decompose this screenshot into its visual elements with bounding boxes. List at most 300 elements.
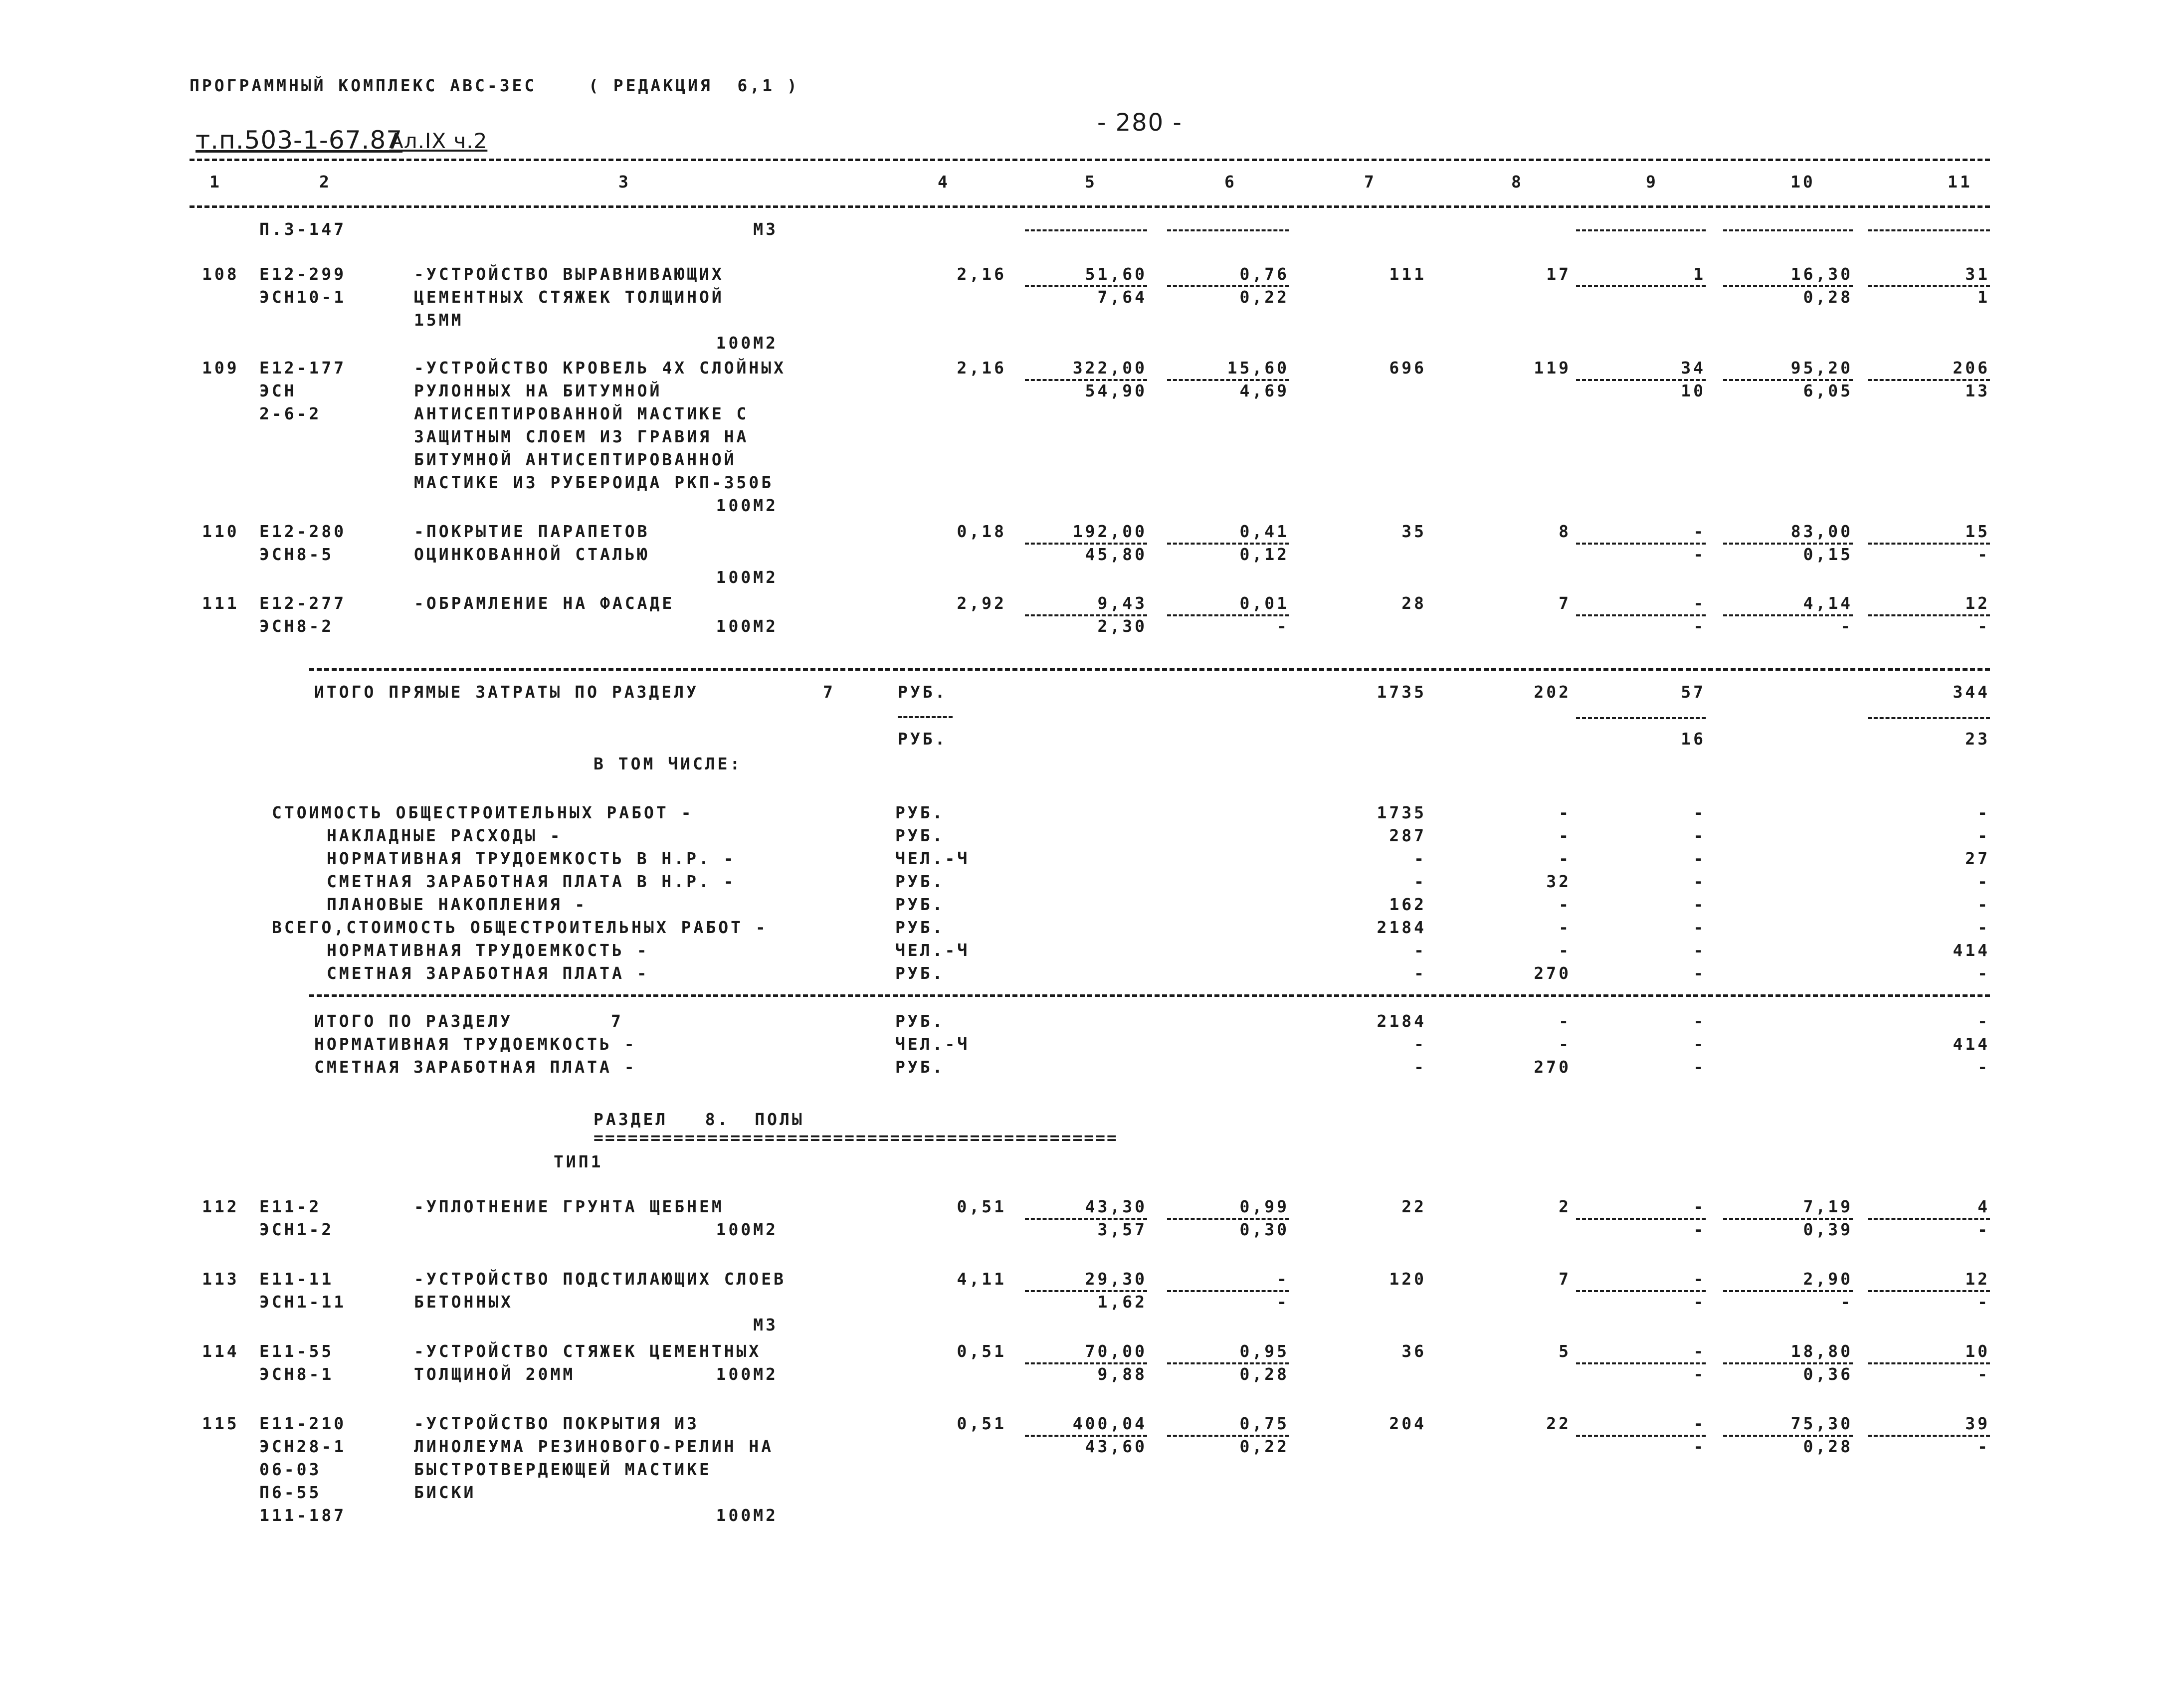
cell-c10b: 0,28 (1803, 287, 1853, 307)
cell-c4: 2,16 (957, 264, 1006, 284)
summary-label: ПЛАНОВЫЕ НАКОПЛЕНИЯ - (327, 895, 588, 914)
cell-c8: - (1559, 803, 1571, 822)
cell-c11: - (1978, 1011, 1990, 1031)
cell-divider (1025, 285, 1147, 287)
norm-code: Е12-280 (259, 522, 347, 541)
cell-c9: 34 (1681, 358, 1706, 378)
item-number: 110 (202, 522, 239, 541)
cell-c5b: 2,30 (1097, 616, 1147, 636)
cell-c11: 414 (1953, 941, 1990, 960)
cell-c4: 2,92 (957, 593, 1006, 613)
unit-of-measure: ЧЕЛ.-Ч (895, 941, 970, 960)
cell-c11b: 13 (1965, 381, 1990, 400)
work-description: БЕТОННЫХ (414, 1292, 513, 1312)
cell-c11: - (1978, 963, 1990, 983)
cell-divider (1576, 717, 1706, 719)
cell-c5b: 43,60 (1085, 1437, 1147, 1456)
work-description: -УСТРОЙСТВО КРОВЕЛЬ 4Х СЛОЙНЫХ (414, 358, 787, 378)
cell-c6: - (1277, 1269, 1289, 1289)
cell-c9: - (1693, 1341, 1706, 1361)
summary-label: ИТОГО ПО РАЗДЕЛУ (314, 1011, 513, 1031)
total-label: ИТОГО ПРЯМЫЕ ЗАТРАТЫ ПО РАЗДЕЛУ (314, 682, 699, 702)
column-number: 10 (1790, 172, 1815, 191)
summary-label: СМЕТНАЯ ЗАРАБОТНАЯ ПЛАТА В Н.Р. - (327, 872, 736, 891)
column-number: 1 (209, 172, 222, 191)
cell-c9: - (1693, 918, 1706, 937)
cell-c9b: - (1693, 1220, 1706, 1239)
unit-of-measure: М3 (753, 219, 778, 239)
cell-divider (1868, 1435, 1990, 1437)
cell-c11b: - (1978, 616, 1990, 636)
cell-c4: 0,51 (957, 1197, 1006, 1216)
cell-c11: 31 (1965, 264, 1990, 284)
unit-of-measure: ЧЕЛ.-Ч (895, 1034, 970, 1054)
norm-code: Е12-177 (259, 358, 347, 378)
cell-c9: 1 (1693, 264, 1706, 284)
cell-c11: - (1978, 872, 1990, 891)
cell-c7: 1735 (1377, 803, 1426, 822)
cell-divider (1576, 543, 1706, 545)
cell-c10: 4,14 (1803, 593, 1853, 613)
cell-divider (1025, 1290, 1147, 1292)
cell-c4: 0,51 (957, 1341, 1006, 1361)
norm-code: ЭСН8-5 (259, 545, 334, 564)
summary-label: СТОИМОСТЬ ОБЩЕСТРОИТЕЛЬНЫХ РАБОТ - (272, 803, 694, 822)
item-number: 111 (202, 593, 239, 613)
cell-c7: 287 (1389, 826, 1426, 845)
cell-divider (1723, 1362, 1853, 1364)
unit-of-measure: 100М2 (716, 496, 778, 515)
cell-c4: 2,16 (957, 358, 1006, 378)
unit-of-measure: РУБ. (898, 682, 948, 702)
norm-code: Е11-55 (259, 1341, 334, 1361)
cell-c10b: 0,28 (1803, 1437, 1853, 1456)
norm-code: ЭСН8-1 (259, 1364, 334, 1384)
work-description: -УСТРОЙСТВО ВЫРАВНИВАЮЩИХ (414, 264, 724, 284)
summary-label: НАКЛАДНЫЕ РАСХОДЫ - (327, 826, 563, 845)
cell-divider (1723, 543, 1853, 545)
cell-c9: - (1693, 1011, 1706, 1031)
cell-c10b: 0,15 (1803, 545, 1853, 564)
cell-c9: - (1693, 1197, 1706, 1216)
cell-c5: 192,00 (1072, 522, 1147, 541)
cell-c7: - (1414, 1057, 1426, 1077)
summary-label: НОРМАТИВНАЯ ТРУДОЕМКОСТЬ В Н.Р. - (327, 849, 736, 868)
work-description: МАСТИКЕ ИЗ РУБЕРОИДА РКП-350Б (414, 473, 774, 492)
header-bottom-rule (190, 205, 1990, 208)
work-description: ТОЛЩИНОЙ 20ММ (414, 1364, 576, 1384)
cell-c10b: 6,05 (1803, 381, 1853, 400)
work-description: БИТУМНОЙ АНТИСЕПТИРОВАННОЙ (414, 450, 737, 469)
cell-c7: 204 (1389, 1414, 1426, 1433)
cell-c6: 0,75 (1239, 1414, 1289, 1433)
cell-c9b: - (1693, 545, 1706, 564)
item-number: 115 (202, 1414, 239, 1433)
unit-of-measure: РУБ. (895, 803, 945, 822)
work-description: 15ММ (414, 310, 464, 330)
cell-c11: - (1978, 918, 1990, 937)
cell-c11b: - (1978, 1364, 1990, 1384)
column-number: 2 (319, 172, 332, 191)
cell-c7: 2184 (1377, 918, 1426, 937)
cell-c8: 7 (1559, 1269, 1571, 1289)
work-description: АНТИСЕПТИРОВАННОЙ МАСТИКЕ С (414, 404, 749, 423)
cell-c11: 39 (1965, 1414, 1990, 1433)
cell-c9: - (1693, 872, 1706, 891)
header-top-rule (190, 159, 1990, 161)
cell-c8: 270 (1534, 1057, 1571, 1077)
summary-label: СМЕТНАЯ ЗАРАБОТНАЯ ПЛАТА - (327, 963, 649, 983)
cell-c11: 4 (1978, 1197, 1990, 1216)
section-title: РАЗДЕЛ 8. ПОЛЫ (594, 1110, 804, 1129)
norm-code: 06-03 (259, 1460, 322, 1479)
cell-divider (1576, 1218, 1706, 1220)
section-title-underline: ============================================== (594, 1128, 1118, 1147)
work-description: БИСКИ (414, 1483, 476, 1502)
unit-of-measure: 100М2 (716, 616, 778, 636)
cell-c9: - (1693, 1414, 1706, 1433)
cell-c7: 22 (1401, 1197, 1426, 1216)
cell-c5b: 1,62 (1097, 1292, 1147, 1312)
work-description: ЛИНОЛЕУМА РЕЗИНОВОГО-РЕЛИН НА (414, 1437, 774, 1456)
norm-code: ЭСН8-2 (259, 616, 334, 636)
cell-c4: 0,18 (957, 522, 1006, 541)
work-description: -УСТРОЙСТВО СТЯЖЕК ЦЕМЕНТНЫХ (414, 1341, 762, 1361)
cell-divider (1576, 1362, 1706, 1364)
cell-c5: 70,00 (1085, 1341, 1147, 1361)
cell-divider (1025, 1218, 1147, 1220)
cell-divider (1868, 1218, 1990, 1220)
item-number: 109 (202, 358, 239, 378)
work-description: ЗАЩИТНЫМ СЛОЕМ ИЗ ГРАВИЯ НА (414, 427, 749, 446)
cell-c9: - (1693, 963, 1706, 983)
cell-c11b: - (1978, 1292, 1990, 1312)
cell-divider (1723, 285, 1853, 287)
cell-c6: 0,01 (1239, 593, 1289, 613)
cell-divider (1025, 379, 1147, 381)
norm-code: Е12-299 (259, 264, 347, 284)
cell-c11: 27 (1965, 849, 1990, 868)
cell-c10: 16,30 (1790, 264, 1853, 284)
section-rule (309, 994, 1990, 997)
norm-code: ЭСН28-1 (259, 1437, 347, 1456)
cell-divider (1868, 1290, 1990, 1292)
cell-c5b: 3,57 (1097, 1220, 1147, 1239)
album-label: Ал.IX ч.2 (389, 129, 488, 153)
cell-c6b: - (1277, 1292, 1289, 1312)
unit-of-measure: РУБ. (898, 729, 948, 749)
unit-of-measure: 100М2 (716, 1364, 778, 1384)
cell-c8: 202 (1534, 682, 1571, 702)
cell-c11: 206 (1953, 358, 1990, 378)
cell-c5: 322,00 (1072, 358, 1147, 378)
cell-c9: - (1693, 849, 1706, 868)
cell-c11b: 1 (1978, 287, 1990, 307)
norm-code: 2-6-2 (259, 404, 322, 423)
edition-label: ( РЕДАКЦИЯ 6,1 ) (589, 76, 799, 95)
cell-c7: 2184 (1377, 1011, 1426, 1031)
cell-c7: 120 (1389, 1269, 1426, 1289)
work-description: -УСТРОЙСТВО ПОКРЫТИЯ ИЗ (414, 1414, 699, 1433)
cell-c9b: - (1693, 1437, 1706, 1456)
item-number: 108 (202, 264, 239, 284)
cell-c8: 22 (1546, 1414, 1571, 1433)
cell-divider (1025, 1435, 1147, 1437)
cell-divider (1576, 379, 1706, 381)
cell-c9: - (1693, 803, 1706, 822)
cell-divider (1167, 1290, 1289, 1292)
cell-divider (898, 716, 953, 718)
cell-divider (1576, 1290, 1706, 1292)
cell-c9: - (1693, 593, 1706, 613)
cell-c9b: - (1693, 1364, 1706, 1384)
cell-divider (1025, 614, 1147, 616)
cell-c9b: 10 (1681, 381, 1706, 400)
cell-c9: - (1693, 826, 1706, 845)
cell-c7: 1735 (1377, 682, 1426, 702)
cell-divider (1868, 285, 1990, 287)
column-number: 6 (1224, 172, 1237, 191)
unit-of-measure: 100М2 (716, 1220, 778, 1239)
cell-c11: 10 (1965, 1341, 1990, 1361)
cell-c9: - (1693, 941, 1706, 960)
cell-c10: 95,20 (1790, 358, 1853, 378)
cell-c8: - (1559, 1034, 1571, 1054)
cell-c6: 0,41 (1239, 522, 1289, 541)
cell-c7: - (1414, 872, 1426, 891)
column-number: 5 (1085, 172, 1097, 191)
work-description: -ПОКРЫТИЕ ПАРАПЕТОВ (414, 522, 650, 541)
cell-c9b: - (1693, 616, 1706, 636)
cell-c11: - (1978, 1057, 1990, 1077)
summary-label: НОРМАТИВНАЯ ТРУДОЕМКОСТЬ - (314, 1034, 637, 1054)
cell-c8: 8 (1559, 522, 1571, 541)
cell-c6b: 0,28 (1239, 1364, 1289, 1384)
item-number: 112 (202, 1197, 239, 1216)
cell-divider (1167, 1218, 1289, 1220)
column-number: 8 (1511, 172, 1524, 191)
summary-label: НОРМАТИВНАЯ ТРУДОЕМКОСТЬ - (327, 941, 649, 960)
cell-c8: 17 (1546, 264, 1571, 284)
unit-of-measure: РУБ. (895, 1057, 945, 1077)
cell-divider (1167, 1435, 1289, 1437)
cell-c8: - (1559, 826, 1571, 845)
cell-c6: 0,95 (1239, 1341, 1289, 1361)
cell-c4: 4,11 (957, 1269, 1006, 1289)
cell-divider (1576, 285, 1706, 287)
cell-divider (1167, 1362, 1289, 1364)
cell-c8: 270 (1534, 963, 1571, 983)
work-description: БЫСТРОТВЕРДЕЮЩЕЙ МАСТИКЕ (414, 1460, 712, 1479)
cell-c9: - (1693, 522, 1706, 541)
section-type: ТИП1 (554, 1152, 603, 1171)
cell-c8: 2 (1559, 1197, 1571, 1216)
cell-c7: 696 (1389, 358, 1426, 378)
column-number: 11 (1948, 172, 1973, 191)
cell-c9: - (1693, 1034, 1706, 1054)
cell-c11: - (1978, 895, 1990, 914)
norm-code: П.3-147 (259, 219, 347, 239)
cell-c7: 28 (1401, 593, 1426, 613)
cell-c11b: 23 (1965, 729, 1990, 749)
program-title: ПРОГРАММНЫЙ КОМПЛЕКС АВС-ЗЕС (190, 76, 537, 95)
cell-c5: 29,30 (1085, 1269, 1147, 1289)
cell-divider (1167, 379, 1289, 381)
unit-of-measure: РУБ. (895, 872, 945, 891)
cell-c10: 18,80 (1790, 1341, 1853, 1361)
unit-of-measure: 100М2 (716, 568, 778, 587)
cell-c10b: - (1840, 616, 1853, 636)
column-number: 7 (1364, 172, 1377, 191)
section-rule (309, 668, 1990, 671)
cell-c11b: - (1978, 545, 1990, 564)
column-number: 3 (618, 172, 631, 191)
norm-code: 111-187 (259, 1506, 347, 1525)
cell-divider (1723, 1435, 1853, 1437)
cell-c8: - (1559, 849, 1571, 868)
cell-divider (1025, 1362, 1147, 1364)
unit-of-measure: ЧЕЛ.-Ч (895, 849, 970, 868)
cell-c10b: - (1840, 1292, 1853, 1312)
cell-divider (1723, 379, 1853, 381)
cell-c4: 0,51 (957, 1414, 1006, 1433)
cell-c10b: 0,36 (1803, 1364, 1853, 1384)
cell-c8: - (1559, 895, 1571, 914)
cell-divider (1868, 1362, 1990, 1364)
norm-code: Е11-2 (259, 1197, 322, 1216)
work-description: ОЦИНКОВАННОЙ СТАЛЬЮ (414, 545, 650, 564)
cell-divider (1723, 1218, 1853, 1220)
cell-divider (1868, 229, 1990, 231)
work-description: -ОБРАМЛЕНИЕ НА ФАСАДЕ (414, 593, 675, 613)
cell-divider (1723, 614, 1853, 616)
unit-of-measure: РУБ. (895, 1011, 945, 1031)
cell-divider (1025, 229, 1147, 231)
cell-divider (1576, 1435, 1706, 1437)
cell-c6b: 4,69 (1239, 381, 1289, 400)
cell-c7: 162 (1389, 895, 1426, 914)
cell-c8: 32 (1546, 872, 1571, 891)
cell-divider (1167, 285, 1289, 287)
cell-c9: - (1693, 1057, 1706, 1077)
cell-divider (1868, 614, 1990, 616)
cell-c11: - (1978, 826, 1990, 845)
including-label: В ТОМ ЧИСЛЕ: (594, 754, 743, 773)
cell-c7: - (1414, 849, 1426, 868)
cell-c7: - (1414, 963, 1426, 983)
cell-c11: 15 (1965, 522, 1990, 541)
cell-divider (1576, 614, 1706, 616)
summary-label: СМЕТНАЯ ЗАРАБОТНАЯ ПЛАТА - (314, 1057, 637, 1077)
cell-c9: - (1693, 1269, 1706, 1289)
cell-c5: 51,60 (1085, 264, 1147, 284)
norm-code: ЭСН1-2 (259, 1220, 334, 1239)
cell-c8: - (1559, 1011, 1571, 1031)
cell-c8: 119 (1534, 358, 1571, 378)
cell-c5b: 45,80 (1085, 545, 1147, 564)
cell-divider (1868, 717, 1990, 719)
cell-c10b: 0,39 (1803, 1220, 1853, 1239)
cell-c7: - (1414, 1034, 1426, 1054)
cell-c5: 9,43 (1097, 593, 1147, 613)
item-number: 114 (202, 1341, 239, 1361)
cell-c6b: 0,12 (1239, 545, 1289, 564)
norm-code: ЭСН1-11 (259, 1292, 347, 1312)
cell-c5b: 9,88 (1097, 1364, 1147, 1384)
cell-divider (1025, 543, 1147, 545)
unit-of-measure: 100М2 (716, 333, 778, 353)
cell-c5b: 7,64 (1097, 287, 1147, 307)
norm-code: ЭСН (259, 381, 297, 400)
cell-c8: - (1559, 918, 1571, 937)
cell-c8: - (1559, 941, 1571, 960)
cell-c11: 12 (1965, 593, 1990, 613)
item-number: 113 (202, 1269, 239, 1289)
cell-c11b: - (1978, 1437, 1990, 1456)
cell-c11: 414 (1953, 1034, 1990, 1054)
cell-c9b: 16 (1681, 729, 1706, 749)
unit-of-measure: РУБ. (895, 826, 945, 845)
cell-c7: 36 (1401, 1341, 1426, 1361)
unit-of-measure: РУБ. (895, 963, 945, 983)
section-number: 7 (611, 1011, 623, 1031)
norm-code: Е11-11 (259, 1269, 334, 1289)
summary-label: ВСЕГО,СТОИМОСТЬ ОБЩЕСТРОИТЕЛЬНЫХ РАБОТ - (272, 918, 768, 937)
norm-code: Е12-277 (259, 593, 347, 613)
norm-code: Е11-210 (259, 1414, 347, 1433)
work-description: ЦЕМЕНТНЫХ СТЯЖЕК ТОЛЩИНОЙ (414, 287, 724, 307)
section-number: 7 (823, 682, 835, 702)
cell-c6b: 0,22 (1239, 1437, 1289, 1456)
cell-c7: - (1414, 941, 1426, 960)
cell-c6: 0,76 (1239, 264, 1289, 284)
page-number: - 280 - (1097, 109, 1183, 137)
unit-of-measure: РУБ. (895, 918, 945, 937)
cell-c9b: - (1693, 1292, 1706, 1312)
cell-c8: 5 (1559, 1341, 1571, 1361)
work-description: -УСТРОЙСТВО ПОДСТИЛАЮЩИХ СЛОЕВ (414, 1269, 787, 1289)
cell-c9: 57 (1681, 682, 1706, 702)
cell-c5b: 54,90 (1085, 381, 1147, 400)
cell-c11: - (1978, 803, 1990, 822)
cell-c10: 75,30 (1790, 1414, 1853, 1433)
cell-c6b: 0,22 (1239, 287, 1289, 307)
cell-c10: 7,19 (1803, 1197, 1853, 1216)
unit-of-measure: 100М2 (716, 1506, 778, 1525)
cell-c6: 15,60 (1227, 358, 1289, 378)
cell-c10: 83,00 (1790, 522, 1853, 541)
cell-c6b: - (1277, 616, 1289, 636)
column-number: 4 (938, 172, 950, 191)
cell-divider (1723, 229, 1853, 231)
unit-of-measure: М3 (753, 1315, 778, 1334)
cell-divider (1167, 543, 1289, 545)
cell-divider (1868, 543, 1990, 545)
work-description: -УПЛОТНЕНИЕ ГРУНТА ЩЕБНЕМ (414, 1197, 724, 1216)
norm-code: ЭСН10-1 (259, 287, 347, 307)
cell-divider (1868, 379, 1990, 381)
cell-c11: 344 (1953, 682, 1990, 702)
cell-c10: 2,90 (1803, 1269, 1853, 1289)
cell-c6: 0,99 (1239, 1197, 1289, 1216)
cell-c11: 12 (1965, 1269, 1990, 1289)
cell-c8: 7 (1559, 593, 1571, 613)
cell-divider (1723, 1290, 1853, 1292)
cell-c11b: - (1978, 1220, 1990, 1239)
cell-c7: 35 (1401, 522, 1426, 541)
cell-c9: - (1693, 895, 1706, 914)
cell-c5: 400,04 (1072, 1414, 1147, 1433)
